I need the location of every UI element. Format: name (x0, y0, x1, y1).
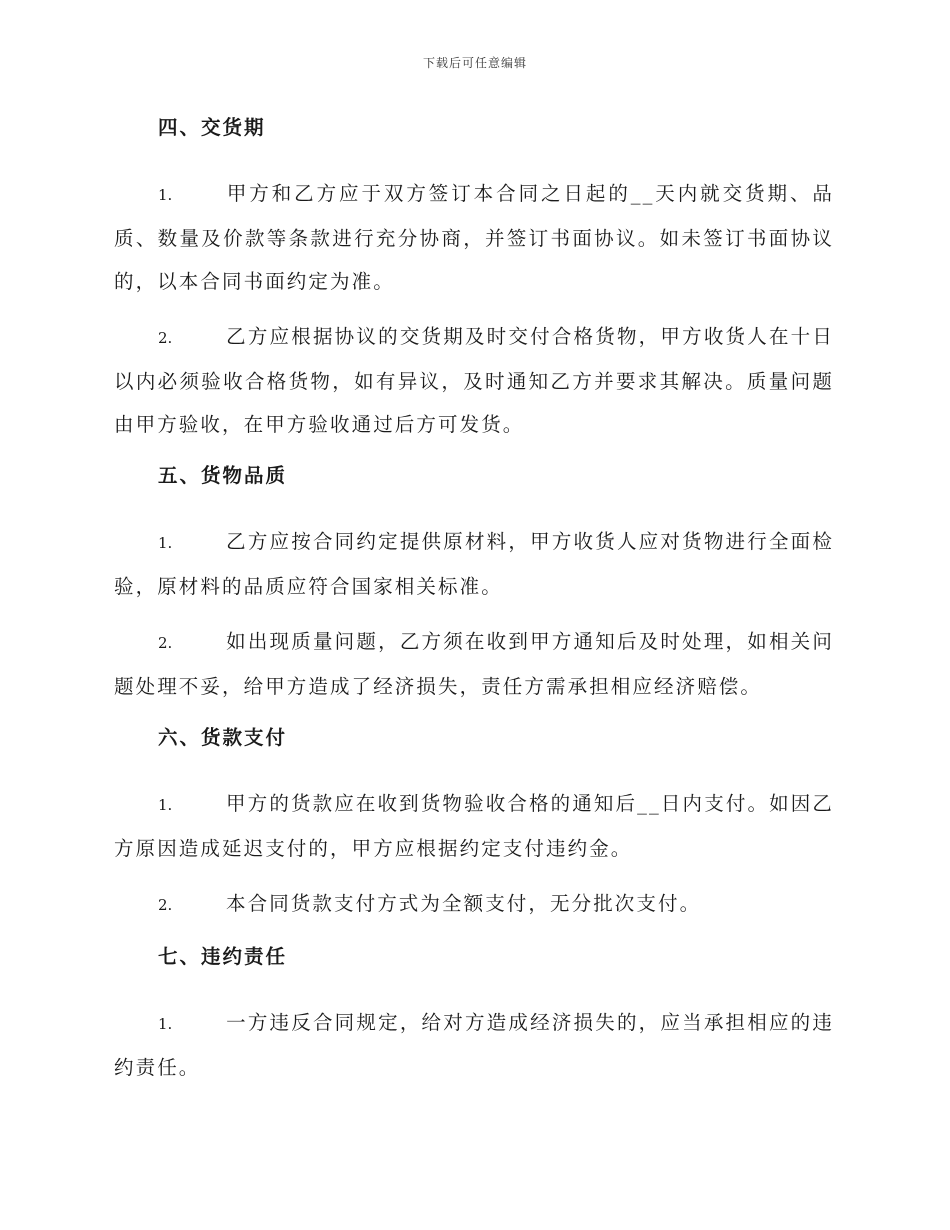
clause-text: 一方违反合同规定，给对方造成经济损失的，应当承担相应的违约责任。 (114, 1011, 834, 1079)
clause-number: 1. (158, 1015, 173, 1033)
clause-paragraph (114, 1001, 834, 1089)
clause-number: 1. (158, 186, 173, 204)
clause-text: 甲方和乙方应于双方签订本合同之日起的__天内就交货期、品质、数量及价款等条款进行充分协商，并签订书面协议。如未签订书面协议的，以本合同书面约定为准。 (114, 182, 834, 293)
page-header: 下载后可任意编辑 (422, 56, 527, 70)
clause-number: 2. (158, 896, 173, 914)
clause-text: 甲方的货款应在收到货物验收合格的通知后__日内支付。如因乙方原因造成延迟支付的，甲方应根据约定支付违约金。 (114, 792, 834, 860)
clause-paragraph (114, 620, 834, 708)
clause-text: 乙方应按合同约定提供原材料，甲方收货人应对货物进行全面检验，原材料的品质应符合国家相关标准。 (114, 530, 834, 598)
clause-paragraph (114, 172, 834, 303)
clause-paragraph (114, 782, 834, 870)
clause-number: 2. (158, 634, 173, 652)
clause-text: 如出现质量问题，乙方须在收到甲方通知后及时处理，如相关问题处理不妥，给甲方造成了经济损失，责任方需承担相应经济赔偿。 (114, 630, 834, 698)
section-heading: 四、交货期 (158, 116, 266, 139)
section-heading: 七、违约责任 (158, 945, 288, 968)
document-body (114, 110, 834, 1101)
clause-number: 1. (158, 796, 173, 814)
clause-number: 2. (158, 329, 173, 347)
clause-number: 1. (158, 534, 173, 552)
clause-text: 本合同货款支付方式为全额支付，无分批次支付。 (226, 892, 702, 915)
section-heading: 五、货物品质 (158, 464, 288, 487)
clause-paragraph (114, 315, 834, 446)
clause-paragraph (114, 520, 834, 608)
clause-paragraph (114, 882, 834, 927)
section-heading: 六、货款支付 (158, 726, 288, 749)
clause-text: 乙方应根据协议的交货期及时交付合格货物，甲方收货人在十日以内必须验收合格货物，如有异议，及时通知乙方并要求其解决。质量问题由甲方验收，在甲方验收通过后方可发货。 (114, 325, 834, 436)
